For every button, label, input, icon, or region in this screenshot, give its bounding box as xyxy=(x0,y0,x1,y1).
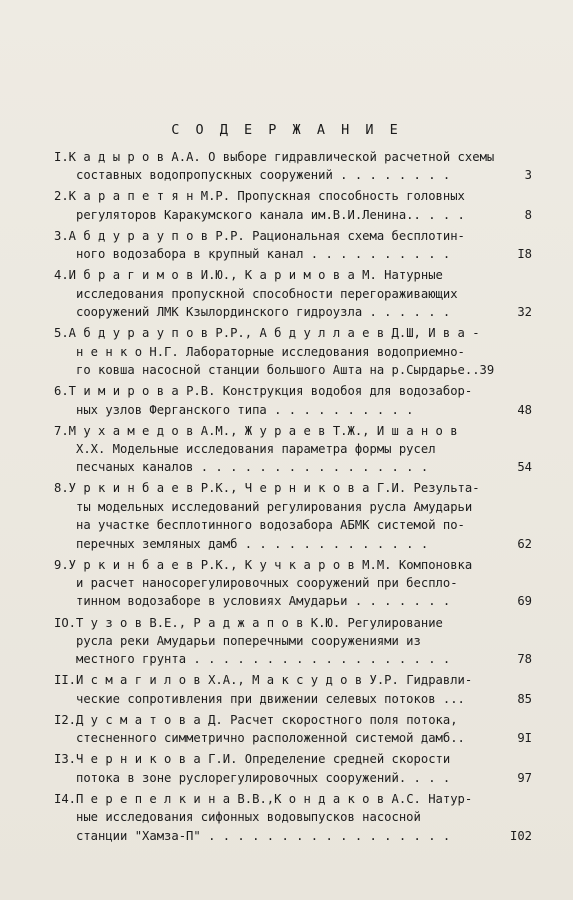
toc-entry xyxy=(54,614,532,669)
toc-entry-line xyxy=(54,285,532,303)
toc-entry xyxy=(54,750,532,787)
toc-entry-text: 5.А б д у р а у п о в Р.Р., А б д у л л а е в Д.Ш, И в а - xyxy=(54,326,480,341)
toc-entry-text: перечных земляных дамб . . . . . . . . . . . . . xyxy=(76,536,429,551)
toc-entry-line xyxy=(54,516,532,534)
toc-page-number: I8 xyxy=(517,247,532,262)
toc-entry-text: русла реки Амударьи поперечными сооружениями из xyxy=(76,633,421,648)
toc-entry xyxy=(54,790,532,845)
toc-entry-text: I2.Д у с м а т о в а Д. Расчет скоростного поля потока, xyxy=(54,712,458,727)
toc-entry-line xyxy=(54,440,532,458)
toc-entry-heading xyxy=(54,711,532,729)
toc-entry xyxy=(54,266,532,321)
toc-entry-heading xyxy=(54,790,532,808)
toc-entry-heading xyxy=(54,479,532,497)
toc-entry xyxy=(54,422,532,477)
toc-entry-line xyxy=(54,632,532,650)
toc-entry-text: и расчет наносорегулировочных сооружений при бесплo- xyxy=(76,576,458,591)
toc-entry-line xyxy=(54,361,532,379)
toc-entry-text: 7.М у х а м е д о в А.М., Ж у р а е в Т.Ж., И ш а н о в xyxy=(54,423,458,438)
toc-entry-text: н е н к о Н.Г. Лабораторные исследования водоприемно- xyxy=(76,344,465,359)
toc-entry-text: I4.П е р е п е л к и н а В.В.,К о н д а к о в А.С. Натур- xyxy=(54,791,473,806)
toc-entry xyxy=(54,711,532,748)
toc-entry-heading xyxy=(54,382,532,400)
toc-entry-line xyxy=(54,206,532,224)
toc-entry-text: ты модельных исследований регулирования русла Амударьи xyxy=(76,499,473,514)
toc-entry-text: 6.Т и м и р о в а Р.В. Конструкция водобоя для водозабор- xyxy=(54,384,473,399)
toc-entry xyxy=(54,187,532,224)
toc-entry-text: местного грунта . . . . . . . . . . . . . . . . . . xyxy=(76,652,451,667)
toc-entry-text: Х.Х. Модельные исследования параметра формы русел xyxy=(76,441,436,456)
toc-entry-line xyxy=(54,245,532,263)
toc-entry-text: 9.У р к и н б а е в Р.К., К у ч к а р о в М.М. Компоновка xyxy=(54,557,473,572)
toc-entry xyxy=(54,479,532,553)
toc-entry xyxy=(54,556,532,611)
toc-entry-heading xyxy=(54,556,532,574)
toc-page-number: 97 xyxy=(517,770,532,785)
toc-entry-line xyxy=(54,458,532,476)
toc-page-number: 62 xyxy=(517,536,532,551)
toc-entry-text: станции "Хамза-П" . . . . . . . . . . . . . . . . . xyxy=(76,828,451,843)
toc-entry-line xyxy=(54,808,532,826)
toc-entry-line xyxy=(54,650,532,668)
toc-entry-heading xyxy=(54,422,532,440)
toc-page-number: 3 xyxy=(524,168,532,183)
toc-entry-text: стесненного симметрично расположенной системой дамб.. xyxy=(76,731,465,746)
toc-entry-heading xyxy=(54,148,532,166)
toc-entry xyxy=(54,382,532,419)
toc-entry-line xyxy=(54,166,532,184)
toc-entry-line xyxy=(54,574,532,592)
toc-entry-heading xyxy=(54,266,532,284)
table-of-contents xyxy=(54,148,532,848)
toc-page-number: 48 xyxy=(517,402,532,417)
toc-entry-text: тинном водозаборе в условиях Амударьи . . . . . . . xyxy=(76,594,451,609)
toc-entry-line xyxy=(54,401,532,419)
toc-entry-line xyxy=(54,343,532,361)
toc-entry-line xyxy=(54,827,532,845)
toc-page-number: 85 xyxy=(517,691,532,706)
toc-entry-heading xyxy=(54,324,532,342)
toc-entry-text: потока в зоне руслорегулировочных сооружений. . . . xyxy=(76,770,451,785)
toc-entry-text: ные исследования сифонных водовыпусков насосной xyxy=(76,810,421,825)
toc-entry-heading xyxy=(54,614,532,632)
toc-entry-text: II.И с м а г и л о в Х.А., М а к с у д о в У.Р. Гидравли- xyxy=(54,673,473,688)
toc-entry-text: I.К а д ы р о в А.А. О выборе гидравлической расчетной схемы xyxy=(54,150,495,164)
toc-page-number: 8 xyxy=(524,207,532,222)
toc-entry-text: составных водопропускных сооружений . . . . . . . . xyxy=(76,168,451,183)
toc-page-number: 9I xyxy=(517,731,532,746)
toc-page-number: I02 xyxy=(509,828,532,843)
toc-entry-line xyxy=(54,690,532,708)
toc-page-number: 69 xyxy=(517,594,532,609)
toc-entry xyxy=(54,671,532,708)
toc-entry-text: I3.Ч е р н и к о в а Г.И. Определение средней скорости xyxy=(54,752,451,767)
toc-entry-heading xyxy=(54,750,532,768)
toc-entry-line xyxy=(54,535,532,553)
toc-entry-line xyxy=(54,303,532,321)
toc-entry-text: ческие сопротивления при движении селевых потоков ... xyxy=(76,691,465,706)
toc-entry-line xyxy=(54,769,532,787)
toc-entry xyxy=(54,148,532,185)
toc-entry-line xyxy=(54,729,532,747)
toc-entry-text: песчаных каналов . . . . . . . . . . . . . . . . xyxy=(76,460,429,475)
toc-page-number: 32 xyxy=(517,305,532,320)
toc-entry-text: исследования пропускной способности перегораживающих xyxy=(76,286,458,301)
toc-entry-heading xyxy=(54,187,532,205)
toc-entry-text: регуляторов Каракумского канала им.В.И.Ленина.. . . . xyxy=(76,207,465,222)
toc-entry-text: сооружений ЛМК Кзылординского гидроузла . . . . . . xyxy=(76,305,451,320)
toc-entry-text: ного водозабора в крупный канал . . . . . . . . . . xyxy=(76,247,451,262)
toc-entry-heading xyxy=(54,671,532,689)
toc-entry-text: ных узлов Ферганского типа . . . . . . . . . . xyxy=(76,402,414,417)
toc-entry-text: 3.А б д у р а у п о в Р.Р. Рациональная схема бесплотин- xyxy=(54,228,465,243)
toc-entry-text: 4.И б р а г и м о в И.Ю., К а р и м о в а М. Натурные xyxy=(54,268,443,283)
toc-entry-heading xyxy=(54,227,532,245)
toc-entry xyxy=(54,227,532,264)
toc-entry-text: 2.К а р а п е т я н М.Р. Пропускная способность головных xyxy=(54,189,465,204)
toc-page-number: 54 xyxy=(517,460,532,475)
toc-entry-line xyxy=(54,592,532,610)
toc-entry-line xyxy=(54,498,532,516)
toc-page-number: 78 xyxy=(517,652,532,667)
toc-entry xyxy=(54,324,532,379)
toc-entry-text: 8.У р к и н б а е в Р.К., Ч е р н и к о в а Г.И. Результа- xyxy=(54,481,480,496)
page-title: С О Д Е Р Ж А Н И Е xyxy=(171,122,402,138)
toc-entry-text: на участке бесплотинного водозабора АБМК системой по- xyxy=(76,518,465,533)
toc-entry-text: го ковша насосной станции большого Ашта на р.Сырдарье..39 xyxy=(76,363,495,378)
toc-entry-text: IO.Т у з о в В.Е., Р а д ж а п о в К.Ю. Регулирование xyxy=(54,615,443,630)
